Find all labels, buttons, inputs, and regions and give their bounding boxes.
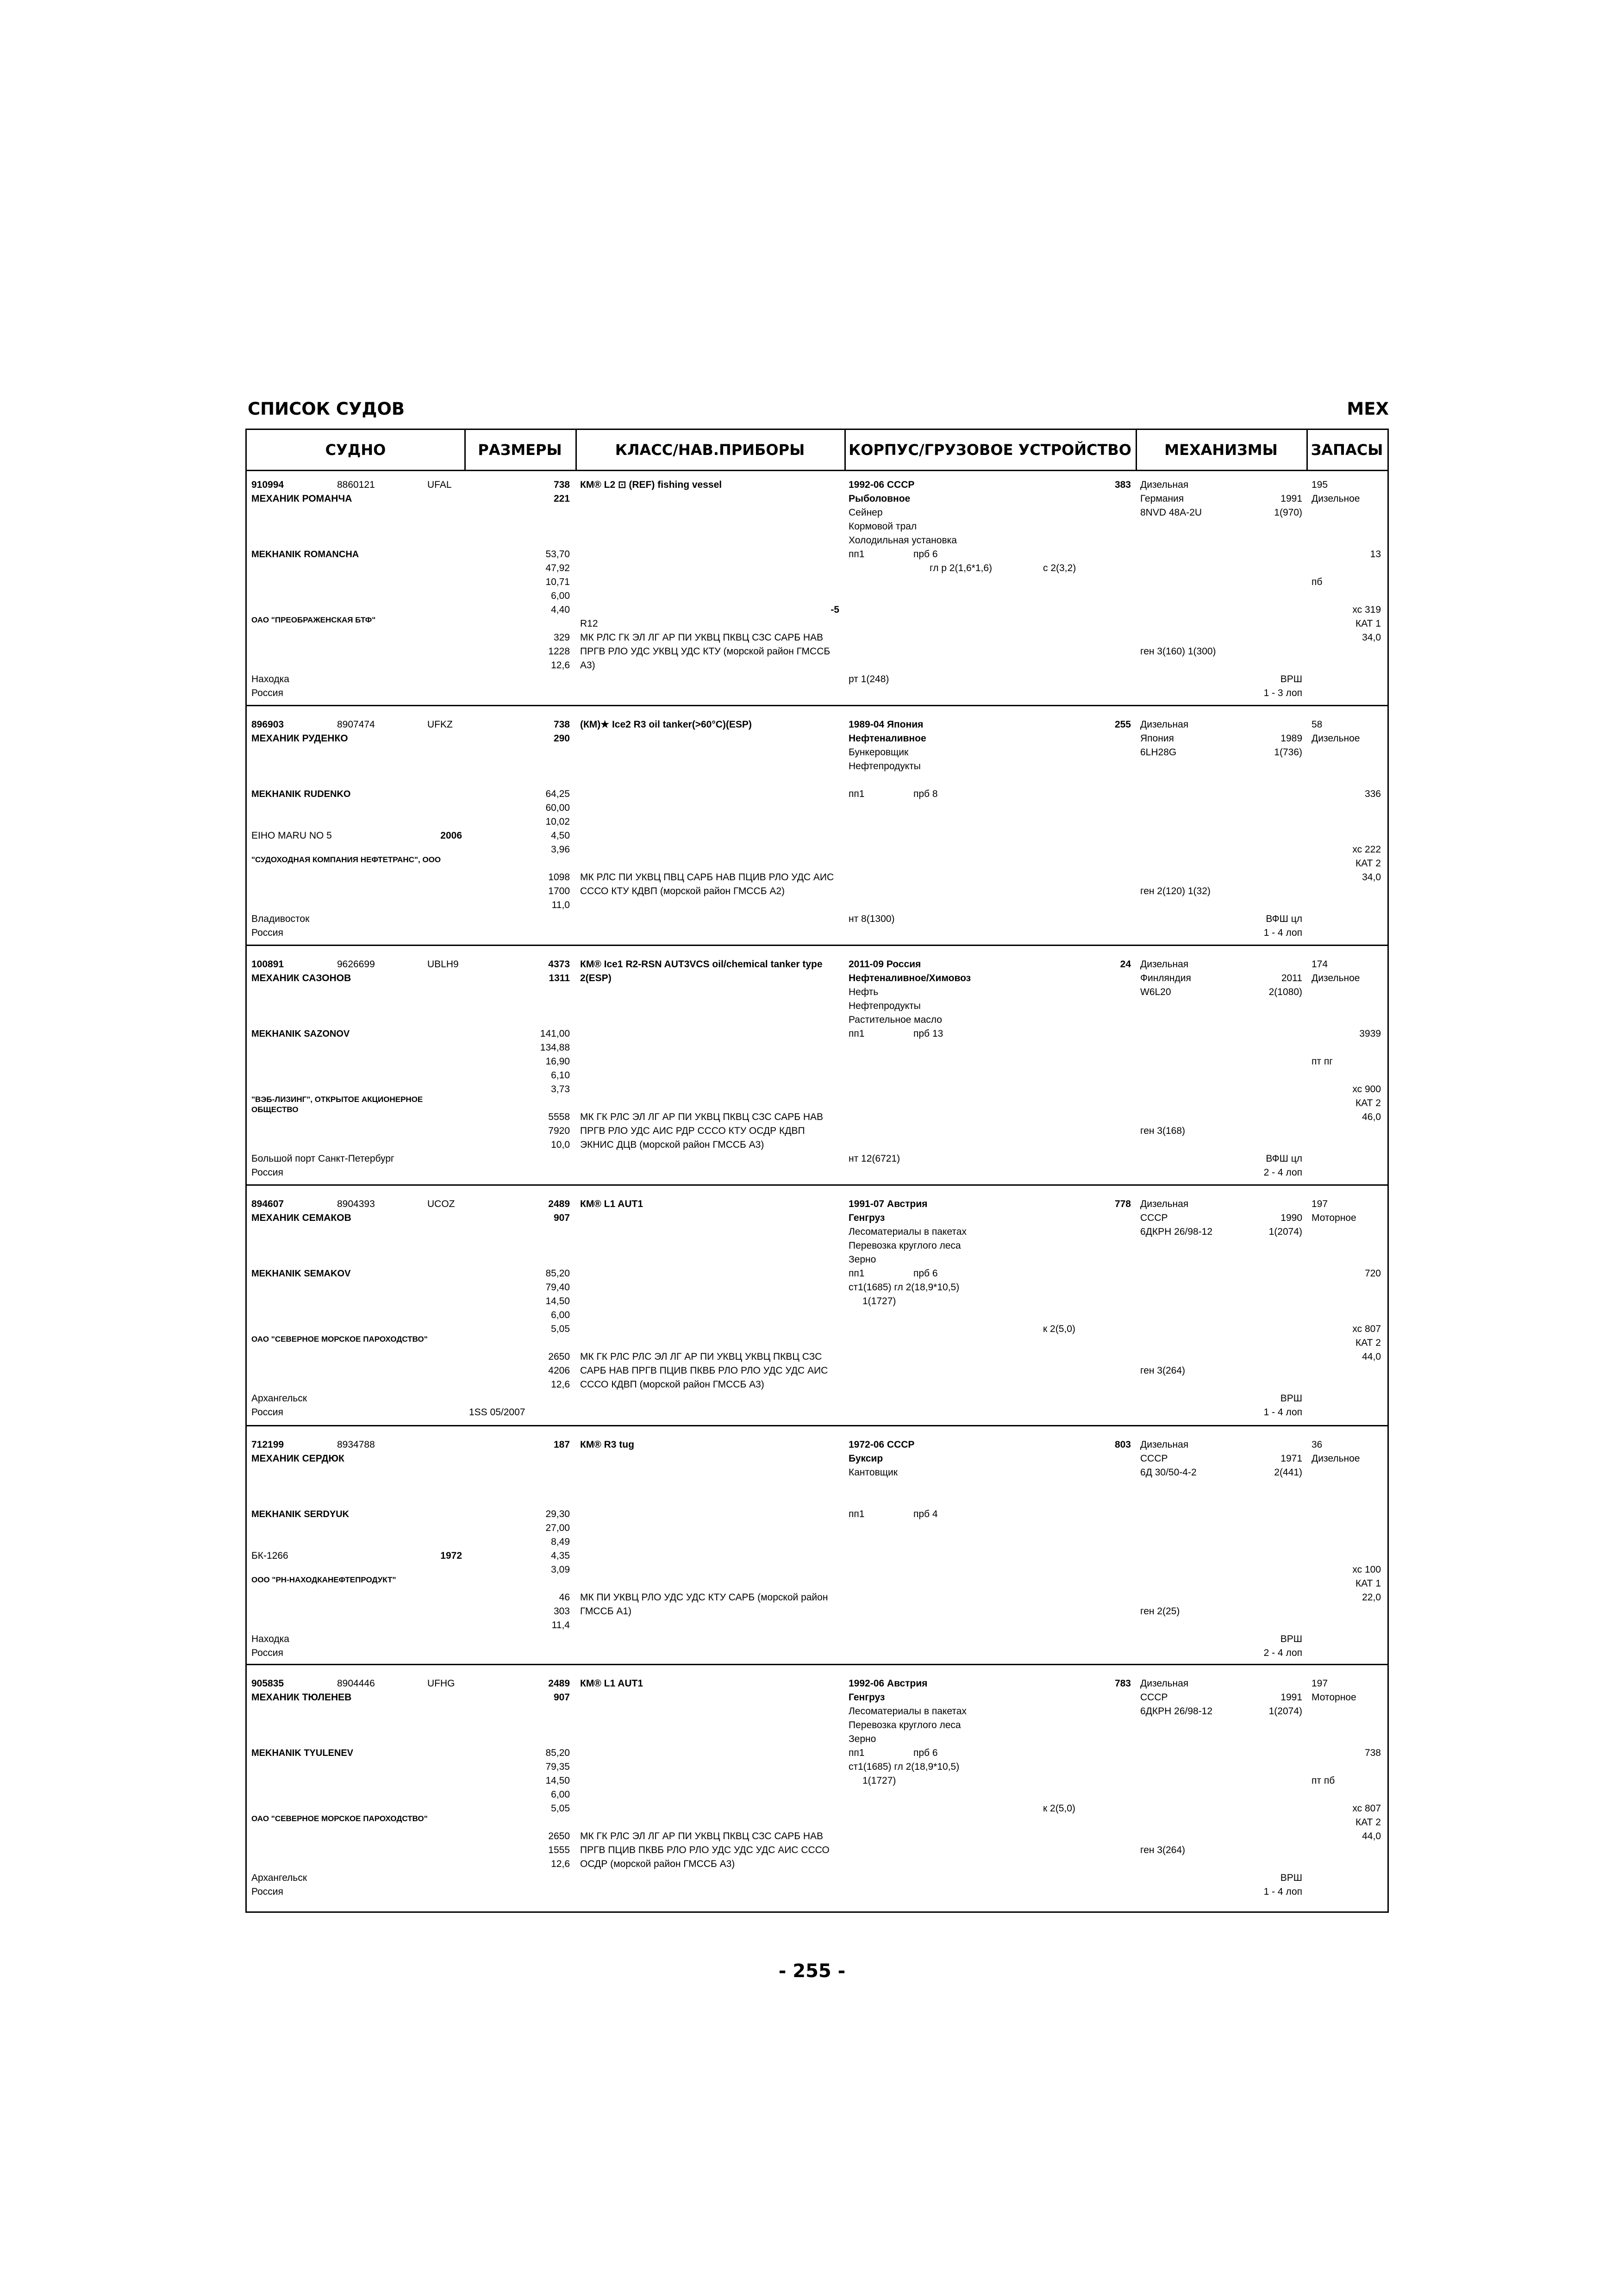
generators: ген 3(264) xyxy=(1140,1365,1186,1376)
vessel-subtype: Нефть xyxy=(849,987,879,997)
category: КАТ 2 xyxy=(1355,1098,1381,1108)
vessel-type: Буксир xyxy=(849,1453,883,1464)
vessel-subtype: Растительное масло xyxy=(849,1014,942,1025)
vessel-subtype: Лесоматериалы в пакетах xyxy=(849,1226,967,1237)
owner: ООО "РН-НАХОДКАНЕФТЕПРОДУКТ" xyxy=(251,1575,396,1584)
dimension-value: 4,50 xyxy=(551,830,570,841)
dimension-value: 3,73 xyxy=(551,1084,570,1095)
yard-number: 778 xyxy=(1114,1199,1131,1209)
deadweight: 2650 xyxy=(548,1351,570,1362)
dimension-value: 10,71 xyxy=(545,577,570,587)
engine-power: 1(736) xyxy=(1274,747,1302,758)
supply-value: 738 xyxy=(1364,1748,1381,1758)
dimension-value: 5,05 xyxy=(551,1803,570,1814)
yard-number: 783 xyxy=(1114,1678,1131,1689)
generators: ген 2(25) xyxy=(1140,1606,1180,1617)
deadweight: 1098 xyxy=(548,872,570,883)
vessel-name-ru: МЕХАНИК РУДЕНКО xyxy=(251,733,348,744)
vessel-type: Нефтеналивное/Химовоз xyxy=(849,973,971,983)
supply-last: 44,0 xyxy=(1362,1351,1381,1362)
supply-value: 720 xyxy=(1364,1268,1381,1279)
home-port: Большой порт Санкт-Петербург xyxy=(251,1153,394,1164)
speed: 12,6 xyxy=(551,1379,570,1390)
displacement: 1700 xyxy=(548,886,570,896)
cargo-hold: ст1(1685) гл 2(18,9*10,5) xyxy=(849,1282,960,1293)
speed: 12,6 xyxy=(551,660,570,671)
navigation-equipment: МК ГК РЛС РЛС ЭЛ ЛГ АР ПИ УКВЦ УКВЦ ПКВЦ СЗС САРБ НАВ ПРГВ ПЦИВ ПКВБ РЛО РЛО УДС УДС АИС СССО КДВП (морской район ГМССБ А3) xyxy=(580,1351,828,1390)
bulkheads: прб 13 xyxy=(913,1028,943,1039)
engine-type: Дизельная xyxy=(1140,719,1189,730)
class-notation: КМ® L1 AUT1 xyxy=(580,1678,643,1689)
navigation-equipment: МК РЛС ГК ЭЛ ЛГ АР ПИ УКВЦ ПКВЦ СЗС САРБ НАВ ПРГВ РЛО УДС УКВЦ УДС КТУ (морской район ГМССБ А3) xyxy=(580,632,831,671)
engine-model: 6LH28G xyxy=(1140,747,1177,758)
fuel-type: Моторное xyxy=(1312,1692,1356,1703)
former-name-year: 1972 xyxy=(440,1550,462,1561)
deck-count: пп1 xyxy=(849,1509,865,1519)
vessel-name-en: MEKHANIK SAZONOV xyxy=(251,1029,350,1039)
category: КАТ 2 xyxy=(1355,1338,1381,1348)
dimension-value: 47,92 xyxy=(545,563,570,573)
former-name: БК-1266 xyxy=(251,1550,288,1561)
displacement: 7920 xyxy=(548,1126,570,1136)
gross-tonnage: 738 xyxy=(553,719,570,730)
class-extra: R12 xyxy=(580,618,598,629)
engine-type: Дизельная xyxy=(1140,1678,1189,1689)
dimension-value: 4,40 xyxy=(551,604,570,615)
call-sign: UFKZ xyxy=(427,719,453,730)
country: Россия xyxy=(251,1407,283,1418)
deadweight: 46 xyxy=(559,1592,570,1603)
displacement: 4206 xyxy=(548,1365,570,1376)
supply-last: 46,0 xyxy=(1362,1112,1381,1122)
propeller-type: ВРШ xyxy=(1280,1393,1302,1404)
engine-year: 1991 xyxy=(1280,1692,1302,1703)
hatch-info: гл р 2(1,6*1,6) xyxy=(930,563,993,573)
supply-last: 22,0 xyxy=(1362,1592,1381,1603)
owner: "СУДОХОДНАЯ КОМПАНИЯ НЕФТЕТРАНС", ООО xyxy=(251,855,441,864)
crane-info: с 2(3,2) xyxy=(1043,563,1076,573)
engine-year: 1990 xyxy=(1280,1213,1302,1223)
engine-year: 1991 xyxy=(1280,493,1302,504)
engine-model: 6Д 30/50-4-2 xyxy=(1140,1467,1197,1478)
category: КАТ 1 xyxy=(1355,618,1381,629)
dimension-value: 64,25 xyxy=(545,789,570,799)
supply-last: 34,0 xyxy=(1362,632,1381,643)
generators: ген 2(120) 1(32) xyxy=(1140,886,1211,896)
range: хс 100 xyxy=(1352,1564,1381,1575)
deck-count: пп1 xyxy=(849,1268,865,1279)
dimension-value: 16,90 xyxy=(545,1056,570,1067)
fuel-type: Моторное xyxy=(1312,1213,1356,1223)
bulkheads: прб 4 xyxy=(913,1509,938,1519)
build-date-country: 1992-06 Австрия xyxy=(849,1678,928,1689)
vessel-subtype: Нефтепродукты xyxy=(849,1001,921,1011)
cargo-temperature: -5 xyxy=(831,604,839,615)
vessel-name-ru: МЕХАНИК СЕМАКОВ xyxy=(251,1213,351,1223)
registry-number: 896903 xyxy=(251,719,284,730)
dimension-value: 14,50 xyxy=(545,1775,570,1786)
propeller-blades: 2 - 4 лоп xyxy=(1263,1167,1302,1178)
bulkheads: прб 6 xyxy=(913,549,938,560)
cargo-tanks: нт 12(6721) xyxy=(849,1153,900,1164)
range: хс 807 xyxy=(1352,1803,1381,1814)
section-code: МЕХ xyxy=(1347,399,1389,419)
class-notation: КМ® L1 AUT1 xyxy=(580,1199,643,1209)
engine-model: 6ДКРН 26/98-12 xyxy=(1140,1226,1213,1237)
vessel-name-en: MEKHANIK ROMANCHA xyxy=(251,549,359,560)
deck-count: пп1 xyxy=(849,789,865,799)
column-header-hull: КОРПУС/ГРУЗОВОЕ УСТРОЙСТВО xyxy=(849,441,1131,459)
dimension-value: 53,70 xyxy=(545,549,570,560)
engine-model: W6L20 xyxy=(1140,987,1171,997)
build-date-country: 1991-07 Австрия xyxy=(849,1199,928,1209)
class-notation: (КМ)★ Ice2 R3 oil tanker(>60°C)(ESP) xyxy=(580,719,752,730)
vessel-name-en: MEKHANIK RUDENKO xyxy=(251,789,351,799)
engine-country: Финляндия xyxy=(1140,973,1191,983)
displacement: 1555 xyxy=(548,1845,570,1855)
vessel-subtype: Холодильная установка xyxy=(849,535,957,546)
row-divider xyxy=(247,1425,1387,1426)
dimension-value: 6,10 xyxy=(551,1070,570,1081)
range: хс 807 xyxy=(1352,1324,1381,1334)
row-divider xyxy=(247,1664,1387,1665)
yard-number: 803 xyxy=(1114,1439,1131,1450)
category: КАТ 2 xyxy=(1355,1817,1381,1828)
vessel-subtype: Нефтепродукты xyxy=(849,761,921,772)
page-number: - 255 - xyxy=(778,1960,846,1982)
dimension-value: 79,40 xyxy=(545,1282,570,1293)
engine-year: 2011 xyxy=(1281,973,1302,983)
fuel-capacity: 197 xyxy=(1312,1678,1328,1689)
column-header-supplies: ЗАПАСЫ xyxy=(1311,441,1383,459)
country: Россия xyxy=(251,927,283,938)
build-date-country: 1992-06 СССР xyxy=(849,479,915,490)
fuel-capacity: 174 xyxy=(1312,959,1328,970)
gross-tonnage: 738 xyxy=(553,479,570,490)
country: Россия xyxy=(251,1886,283,1897)
vessel-name-ru: МЕХАНИК САЗОНОВ xyxy=(251,973,351,983)
build-date-country: 2011-09 Россия xyxy=(849,959,921,970)
category: КАТ 1 xyxy=(1355,1578,1381,1589)
net-tonnage: 221 xyxy=(553,493,570,504)
home-port: Находка xyxy=(251,674,289,684)
supply-value: 336 xyxy=(1364,789,1381,799)
country: Россия xyxy=(251,1167,283,1178)
propeller-type: ВФШ цл xyxy=(1266,914,1302,924)
fuel-capacity: 36 xyxy=(1312,1439,1323,1450)
navigation-equipment: МК ПИ УКВЦ РЛО УДС УДС КТУ САРБ (морской район ГМССБ А1) xyxy=(580,1592,828,1617)
imo-number: 8904446 xyxy=(337,1678,375,1689)
imo-number: 8934788 xyxy=(337,1439,375,1450)
dimension-value: 85,20 xyxy=(545,1748,570,1758)
speed: 12,6 xyxy=(551,1859,570,1869)
dimension-value: 4,35 xyxy=(551,1550,570,1561)
engine-country: Япония xyxy=(1140,733,1174,744)
ship-list-table xyxy=(245,429,1389,1913)
dimension-value: 14,50 xyxy=(545,1296,570,1307)
supply-last: 44,0 xyxy=(1362,1831,1381,1842)
yard-number: 24 xyxy=(1120,959,1131,970)
dimension-value: 27,00 xyxy=(545,1523,570,1533)
dimension-value: 134,88 xyxy=(540,1042,570,1053)
vessel-name-en: MEKHANIK TYULENEV xyxy=(251,1748,354,1758)
deadweight: 329 xyxy=(553,632,570,643)
dimension-value: 6,00 xyxy=(551,1310,570,1320)
navigation-equipment: МК ГК РЛС ЭЛ ЛГ АР ПИ УКВЦ ПКВЦ СЗС САРБ НАВ ПРГВ РЛО УДС АИС РДР СССО КТУ ОСДР КДВП ЭКНИС ДЦВ (морской район ГМССБ А3) xyxy=(580,1112,824,1150)
fuel-type: Дизельное xyxy=(1312,493,1360,504)
former-name-year: 2006 xyxy=(440,830,462,841)
supply-note: пб xyxy=(1312,577,1323,587)
cranes: к 2(5,0) xyxy=(1043,1803,1075,1814)
vessel-name-en: MEKHANIK SEMAKOV xyxy=(251,1269,351,1279)
vessel-subtype: Зерно xyxy=(849,1734,876,1744)
deadweight: 2650 xyxy=(548,1831,570,1842)
gross-tonnage: 187 xyxy=(553,1439,570,1450)
propeller-blades: 1 - 4 лоп xyxy=(1263,927,1302,938)
engine-power: 2(441) xyxy=(1274,1467,1302,1478)
supply-value: 13 xyxy=(1370,549,1381,560)
propeller-blades: 1 - 3 лоп xyxy=(1263,688,1302,698)
vessel-subtype: Перевозка круглого леса xyxy=(849,1720,961,1730)
imo-number: 9626699 xyxy=(337,959,375,970)
call-sign: UBLH9 xyxy=(427,959,459,970)
generators: ген 3(160) 1(300) xyxy=(1140,646,1216,657)
survey-note: 1SS 05/2007 xyxy=(469,1407,525,1418)
supply-note: пт пб xyxy=(1312,1775,1335,1786)
former-name: EIHO MARU NO 5 xyxy=(251,830,332,841)
row-divider xyxy=(247,705,1387,706)
country: Россия xyxy=(251,688,283,698)
deck-count: пп1 xyxy=(849,549,865,560)
vessel-subtype: Зерно xyxy=(849,1254,876,1265)
yard-number: 255 xyxy=(1114,719,1131,730)
column-header-machinery: МЕХАНИЗМЫ xyxy=(1164,441,1278,459)
vessel-type: Генгруз xyxy=(849,1692,885,1703)
engine-type: Дизельная xyxy=(1140,479,1189,490)
engine-year: 1989 xyxy=(1280,733,1302,744)
engine-power: 1(2074) xyxy=(1268,1706,1302,1717)
cargo-hold-volume: 1(1727) xyxy=(862,1296,896,1307)
cargo-hold: ст1(1685) гл 2(18,9*10,5) xyxy=(849,1761,960,1772)
cargo-tanks: рт 1(248) xyxy=(849,674,889,684)
propeller-type: ВРШ xyxy=(1280,1873,1302,1883)
home-port: Владивосток xyxy=(251,914,310,924)
owner: ОАО "ПРЕОБРАЖЕНСКАЯ БТФ" xyxy=(251,616,376,624)
call-sign: UCOZ xyxy=(427,1199,455,1209)
imo-number: 8860121 xyxy=(337,479,375,490)
dimension-value: 29,30 xyxy=(545,1509,570,1519)
bulkheads: прб 6 xyxy=(913,1268,938,1279)
dimension-value: 6,00 xyxy=(551,1789,570,1800)
yard-number: 383 xyxy=(1114,479,1131,490)
gross-tonnage: 2489 xyxy=(548,1199,570,1209)
column-header-vessel: СУДНО xyxy=(325,441,386,459)
registry-number: 905835 xyxy=(251,1678,284,1689)
home-port: Архангельск xyxy=(251,1873,307,1883)
range: хс 900 xyxy=(1352,1084,1381,1095)
vessel-subtype: Лесоматериалы в пакетах xyxy=(849,1706,967,1717)
dimension-value: 3,09 xyxy=(551,1564,570,1575)
dimension-value: 141,00 xyxy=(540,1028,570,1039)
registry-number: 100891 xyxy=(251,959,284,970)
displacement: 1228 xyxy=(548,646,570,657)
range: хс 319 xyxy=(1352,604,1381,615)
navigation-equipment: МК РЛС ПИ УКВЦ ПВЦ САРБ НАВ ПЦИВ РЛО УДС АИС СССО КТУ КДВП (морской район ГМССБ А2) xyxy=(580,872,834,896)
navigation-equipment: МК ГК РЛС ЭЛ ЛГ АР ПИ УКВЦ ПКВЦ СЗС САРБ НАВ ПРГВ ПЦИВ ПКВБ РЛО РЛО УДС УДС УДС АИС СССО ОСДР (морской район ГМССБ А3) xyxy=(580,1831,830,1869)
engine-country: СССР xyxy=(1140,1213,1168,1223)
supply-note: пт пг xyxy=(1312,1056,1333,1067)
speed: 11,0 xyxy=(551,900,570,910)
generators: ген 3(168) xyxy=(1140,1126,1186,1136)
generators: ген 3(264) xyxy=(1140,1845,1186,1855)
build-date-country: 1989-04 Япония xyxy=(849,719,924,730)
home-port: Находка xyxy=(251,1634,289,1644)
engine-power: 2(1080) xyxy=(1268,987,1302,997)
engine-model: 6ДКРН 26/98-12 xyxy=(1140,1706,1213,1717)
registry-number: 894607 xyxy=(251,1199,284,1209)
column-header-class: КЛАСС/НАВ.ПРИБОРЫ xyxy=(615,441,805,459)
cargo-hold-volume: 1(1727) xyxy=(862,1775,896,1786)
dimension-value: 3,96 xyxy=(551,844,570,855)
fuel-capacity: 58 xyxy=(1312,719,1323,730)
deck-count: пп1 xyxy=(849,1748,865,1758)
fuel-capacity: 197 xyxy=(1312,1199,1328,1209)
vessel-name-en: MEKHANIK SERDYUK xyxy=(251,1509,350,1519)
vessel-subtype: Перевозка круглого леса xyxy=(849,1240,961,1251)
fuel-type: Дизельное xyxy=(1312,733,1360,744)
gross-tonnage: 4373 xyxy=(548,959,570,970)
displacement: 303 xyxy=(553,1606,570,1617)
class-notation: КМ® R3 tug xyxy=(580,1439,634,1450)
range: хс 222 xyxy=(1352,844,1381,855)
engine-country: СССР xyxy=(1140,1453,1168,1464)
dimension-value: 5,05 xyxy=(551,1324,570,1334)
vessel-name-ru: МЕХАНИК ТЮЛЕНЕВ xyxy=(251,1692,352,1703)
vessel-name-ru: МЕХАНИК СЕРДЮК xyxy=(251,1453,344,1464)
propeller-blades: 1 - 4 лоп xyxy=(1263,1886,1302,1897)
fuel-capacity: 195 xyxy=(1312,479,1328,490)
imo-number: 8907474 xyxy=(337,719,375,730)
bulkheads: прб 8 xyxy=(913,789,938,799)
net-tonnage: 907 xyxy=(553,1213,570,1223)
engine-country: Германия xyxy=(1140,493,1184,504)
dimension-value: 60,00 xyxy=(545,803,570,813)
call-sign: UFAL xyxy=(427,479,452,490)
call-sign: UFHG xyxy=(427,1678,455,1689)
build-date-country: 1972-06 СССР xyxy=(849,1439,915,1450)
vessel-type: Нефтеналивное xyxy=(849,733,926,744)
page-title: СПИСОК СУДОВ xyxy=(248,399,405,419)
home-port: Архангельск xyxy=(251,1393,307,1404)
vessel-type: Генгруз xyxy=(849,1213,885,1223)
propeller-blades: 2 - 4 лоп xyxy=(1263,1648,1302,1658)
column-header-dimensions: РАЗМЕРЫ xyxy=(478,441,562,459)
net-tonnage: 290 xyxy=(553,733,570,744)
net-tonnage: 907 xyxy=(553,1692,570,1703)
vessel-name-ru: МЕХАНИК РОМАНЧА xyxy=(251,493,352,504)
gross-tonnage: 2489 xyxy=(548,1678,570,1689)
dimension-value: 85,20 xyxy=(545,1268,570,1279)
supply-value: 3939 xyxy=(1359,1028,1381,1039)
owner: ОАО "СЕВЕРНОЕ МОРСКОЕ ПАРОХОДСТВО" xyxy=(251,1814,428,1823)
class-notation: КМ® L2 ⊡ (REF) fishing vessel xyxy=(580,479,722,490)
row-divider xyxy=(247,1184,1387,1186)
registry-number: 910994 xyxy=(251,479,284,490)
dimension-value: 10,02 xyxy=(545,816,570,827)
vessel-subtype: Кантовщик xyxy=(849,1467,898,1478)
header-divider xyxy=(247,470,1387,471)
deck-count: пп1 xyxy=(849,1028,865,1039)
bulkheads: прб 6 xyxy=(913,1748,938,1758)
net-tonnage: 1311 xyxy=(549,973,570,983)
dimension-value: 79,35 xyxy=(545,1761,570,1772)
propeller-type: ВРШ xyxy=(1280,674,1302,684)
country: Россия xyxy=(251,1648,283,1658)
speed: 11,4 xyxy=(551,1620,570,1630)
vessel-subtype: Кормовой трал xyxy=(849,521,917,532)
engine-power: 1(970) xyxy=(1274,507,1302,518)
owner: "ВЭБ-ЛИЗИНГ", ОТКРЫТОЕ АКЦИОНЕРНОЕ ОБЩЕСТВО xyxy=(251,1095,423,1114)
owner: ОАО "СЕВЕРНОЕ МОРСКОЕ ПАРОХОДСТВО" xyxy=(251,1335,428,1344)
deadweight: 5558 xyxy=(548,1112,570,1122)
propeller-type: ВРШ xyxy=(1280,1634,1302,1644)
dimension-value: 8,49 xyxy=(551,1537,570,1547)
imo-number: 8904393 xyxy=(337,1199,375,1209)
engine-power: 1(2074) xyxy=(1268,1226,1302,1237)
propeller-type: ВФШ цл xyxy=(1266,1153,1302,1164)
engine-year: 1971 xyxy=(1280,1453,1302,1464)
fuel-type: Дизельное xyxy=(1312,973,1360,983)
engine-type: Дизельная xyxy=(1140,1439,1189,1450)
engine-type: Дизельная xyxy=(1140,959,1189,970)
supply-last: 34,0 xyxy=(1362,872,1381,883)
cargo-tanks: нт 8(1300) xyxy=(849,914,895,924)
engine-type: Дизельная xyxy=(1140,1199,1189,1209)
cranes: к 2(5,0) xyxy=(1043,1324,1075,1334)
vessel-subtype: Бункеровщик xyxy=(849,747,909,758)
propeller-blades: 1 - 4 лоп xyxy=(1263,1407,1302,1418)
class-notation: КМ® Ice1 R2-RSN AUT3VCS oil/chemical tanker type 2(ESP) xyxy=(580,959,823,983)
category: КАТ 2 xyxy=(1355,858,1381,869)
fuel-type: Дизельное xyxy=(1312,1453,1360,1464)
vessel-subtype: Сейнер xyxy=(849,507,883,518)
speed: 10,0 xyxy=(551,1139,570,1150)
registry-number: 712199 xyxy=(251,1439,284,1450)
row-divider xyxy=(247,945,1387,946)
vessel-type: Рыболовное xyxy=(849,493,911,504)
dimension-value: 6,00 xyxy=(551,591,570,601)
engine-country: СССР xyxy=(1140,1692,1168,1703)
engine-model: 8NVD 48A-2U xyxy=(1140,507,1202,518)
